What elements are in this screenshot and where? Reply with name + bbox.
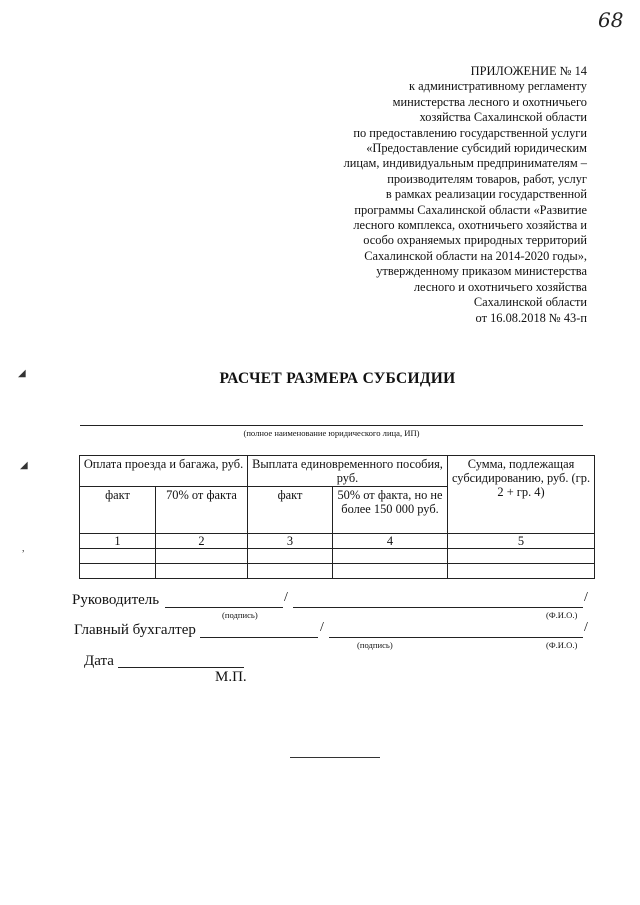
appendix-line: программы Сахалинской области «Развитие [354,202,587,217]
appendix-line: ПРИЛОЖЕНИЕ № 14 [470,64,587,78]
table-cell [248,549,333,564]
table-cell [448,549,595,564]
bottom-divider [290,757,380,758]
subsidy-sum-header: Сумма, подлежащая субсидированию, руб. (гр. 2 + гр. 4) [448,456,595,534]
table-row [80,549,595,564]
head-slash: / [284,590,288,605]
appendix-line: «Предоставление субсидий юридическим [366,141,587,156]
date-line [118,667,244,668]
head-signature-line [165,607,283,608]
table-cell [156,549,248,564]
head-label: Руководитель [72,592,160,608]
accountant-label: Главный бухгалтер [74,622,196,638]
appendix-line: в рамках реализации государственной [385,187,587,202]
column-number: 4 [333,534,448,549]
appendix-line: лесного и охотничьего хозяйства [413,279,587,294]
head-name-line [293,607,583,608]
accountant-name-caption: (Ф.И.О.) [546,640,578,650]
appendix-line: особо охраняемых природных территорий [363,233,587,248]
entity-name-caption: (полное наименование юридического лица, ИП) [243,428,420,438]
stamp-label: М.П. [215,669,247,685]
column-number: 3 [248,534,333,549]
appendix-header [257,64,587,326]
travel-fact-header: факт [80,487,156,534]
appendix-line: по предоставлению государственной услуги [353,125,587,140]
accountant-signature-line [200,637,318,638]
table-cell [80,564,156,579]
lump-sum-header: Выплата единовременного пособия, руб. [248,456,448,487]
subsidy-calculation-table [79,455,595,579]
appendix-line: Сахалинской области [473,295,587,310]
accountant-slash-end: / [584,620,588,635]
column-number: 1 [80,534,156,549]
entity-name-line [80,425,583,426]
table-cell [333,549,448,564]
travel-70-header: 70% от факта [156,487,248,534]
scan-mark: , [22,543,25,554]
appendix-line: министерства лесного и охотничьего [392,94,587,109]
appendix-line: утвержденному приказом министерства [376,264,587,279]
head-slash-end: / [584,590,588,605]
appendix-line: хозяйства Сахалинской области [419,110,587,125]
scan-mark: ◢ [18,368,26,379]
head-name-caption: (Ф.И.О.) [546,610,578,620]
head-signature-caption: (подпись) [222,610,258,620]
appendix-line: к административному регламенту [409,79,587,94]
column-number: 5 [448,534,595,549]
date-label: Дата [84,653,114,669]
table-group-header-row [80,456,595,487]
document-title: РАСЧЕТ РАЗМЕРА СУБСИДИИ [219,370,456,387]
lump-fact-header: факт [248,487,333,534]
appendix-line: лицам, индивидуальным предпринимателям – [343,156,587,171]
table-cell [156,564,248,579]
column-number: 2 [156,534,248,549]
appendix-line: лесного комплекса, охотничьего хозяйства и [353,218,587,233]
table-cell [448,564,595,579]
table-cell [80,549,156,564]
travel-payment-header: Оплата проезда и багажа, руб. [80,456,248,487]
appendix-line: производителям товаров, работ, услуг [387,171,587,186]
page-number: 68 [598,8,624,32]
column-number-row [80,534,595,549]
accountant-name-line [329,637,583,638]
lump-50-header: 50% от факта, но не более 150 000 руб. [333,487,448,534]
accountant-signature-caption: (подпись) [357,640,393,650]
appendix-line: Сахалинской области на 2014-2020 годы», [364,248,587,263]
scan-mark: ◢ [20,460,28,471]
appendix-line: от 16.08.2018 № 43-п [475,310,587,325]
accountant-slash: / [320,620,324,635]
table-cell [333,564,448,579]
table-cell [248,564,333,579]
table-row [80,564,595,579]
